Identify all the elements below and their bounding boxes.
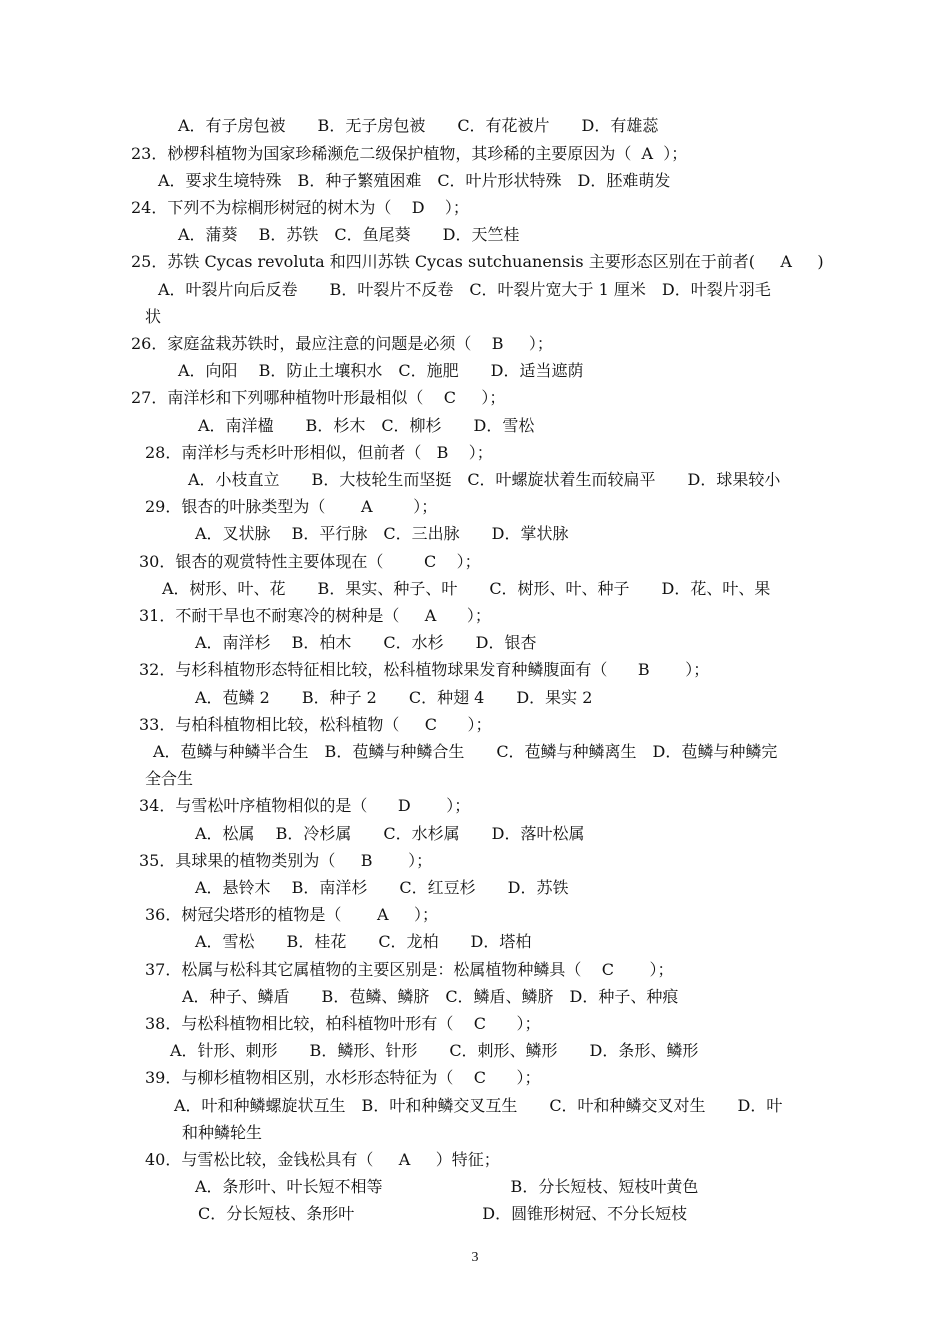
option-line: A．有子房包被 B．无子房包被 C．有花被片 D．有雄蕊 <box>178 116 659 135</box>
option-line: A．蒲葵 B．苏铁 C．鱼尾葵 D．天竺桂 <box>178 225 520 244</box>
option-line: A．条形叶、叶长短不相等 B．分长短枝、短枝叶黄色 <box>195 1177 699 1196</box>
option-continuation: 状 <box>145 307 162 326</box>
option-line: A．悬铃木 B．南洋杉 C．红豆杉 D．苏铁 <box>195 878 569 897</box>
question-line: 31．不耐干旱也不耐寒冷的树种是（ A ）； <box>139 606 491 625</box>
question-line: 35．具球果的植物类别为（ B ）； <box>139 851 433 870</box>
option-line: A．苞鳞 2 B．种子 2 C．种翅 4 D．果实 2 <box>195 688 593 707</box>
option-line: A．叶和种鳞螺旋状互生 B．叶和种鳞交叉互生 C．叶和种鳞交叉对生 D．叶 <box>174 1096 783 1115</box>
question-line: 36．树冠尖塔形的植物是（ A ）； <box>145 905 438 924</box>
option-line: A．针形、刺形 B．鳞形、针形 C．刺形、鳞形 D．条形、鳞形 <box>170 1041 699 1060</box>
page-number: 3 <box>471 1250 479 1265</box>
question-line: 28．南洋杉与秃杉叶形相似，但前者（ B ）； <box>145 443 493 462</box>
option-line: C．分长短枝、条形叶 D．圆锥形树冠、不分长短枝 <box>198 1204 688 1223</box>
question-line: 39．与柳杉植物相区别，水杉形态特征为（ C ）； <box>145 1068 541 1087</box>
question-line: 33．与柏科植物相比较，松科植物（ C ）； <box>139 715 492 734</box>
option-continuation: 和种鳞轮生 <box>182 1123 263 1142</box>
option-line: A．苞鳞与种鳞半合生 B．苞鳞与种鳞合生 C．苞鳞与种鳞离生 D．苞鳞与种鳞完 <box>153 742 778 761</box>
option-line: A．树形、叶、花 B．果实、种子、叶 C．树形、叶、种子 D．花、叶、果 <box>162 579 771 598</box>
question-line: 25．苏铁 Cycas revoluta 和四川苏铁 Cycas sutchuanensis 主要形态区别在于前者( A ) <box>131 252 824 271</box>
option-line: A．要求生境特殊 B．种子繁殖困难 C．叶片形状特殊 D．胚难萌发 <box>158 171 671 190</box>
question-line: 30．银杏的观赏特性主要体现在（ C ）； <box>139 552 481 571</box>
question-line: 32．与杉科植物形态特征相比较，松科植物球果发育种鳞腹面有（ B ）； <box>139 660 710 679</box>
question-line: 27．南洋杉和下列哪种植物叶形最相似（ C ）； <box>131 388 506 407</box>
question-line: 40．与雪松比较，金钱松具有（ A ）特征； <box>145 1150 500 1169</box>
question-line: 29．银杏的叶脉类型为（ A ）； <box>145 497 438 516</box>
option-line: A．小枝直立 B．大枝轮生而坚挺 C．叶螺旋状着生而较扁平 D．球果较小 <box>188 470 781 489</box>
question-line: 34．与雪松叶序植物相似的是（ D ）； <box>139 796 471 815</box>
question-line: 26．家庭盆栽苏铁时，最应注意的问题是必须（ B ）； <box>131 334 553 353</box>
option-line: A．向阳 B．防止土壤积水 C．施肥 D．适当遮荫 <box>178 361 584 380</box>
option-continuation: 全合生 <box>145 769 194 788</box>
question-line: 24．下列不为棕榈形树冠的树木为（ D ）； <box>131 198 469 217</box>
option-line: A．南洋楹 B．杉木 C．柳杉 D．雪松 <box>198 416 535 435</box>
question-line: 37．松属与松科其它属植物的主要区别是：松属植物种鳞具（ C ）； <box>145 960 674 979</box>
question-line: 38．与松科植物相比较，柏科植物叶形有（ C ）； <box>145 1014 541 1033</box>
question-line: 23．桫椤科植物为国家珍稀濒危二级保护植物，其珍稀的主要原因为（ A ）； <box>131 144 688 163</box>
option-line: A．叉状脉 B．平行脉 C．三出脉 D．掌状脉 <box>195 524 569 543</box>
option-line: A．雪松 B．桂花 C．龙柏 D．塔柏 <box>195 932 532 951</box>
option-line: A．南洋杉 B．柏木 C．水杉 D．银杏 <box>195 633 537 652</box>
option-line: A．松属 B．冷杉属 C．水杉属 D．落叶松属 <box>195 824 585 843</box>
option-line: A．叶裂片向后反卷 B．叶裂片不反卷 C．叶裂片宽大于 1 厘米 D．叶裂片羽毛 <box>158 280 771 299</box>
option-line: A．种子、鳞盾 B．苞鳞、鳞脐 C．鳞盾、鳞脐 D．种子、种痕 <box>182 987 679 1006</box>
